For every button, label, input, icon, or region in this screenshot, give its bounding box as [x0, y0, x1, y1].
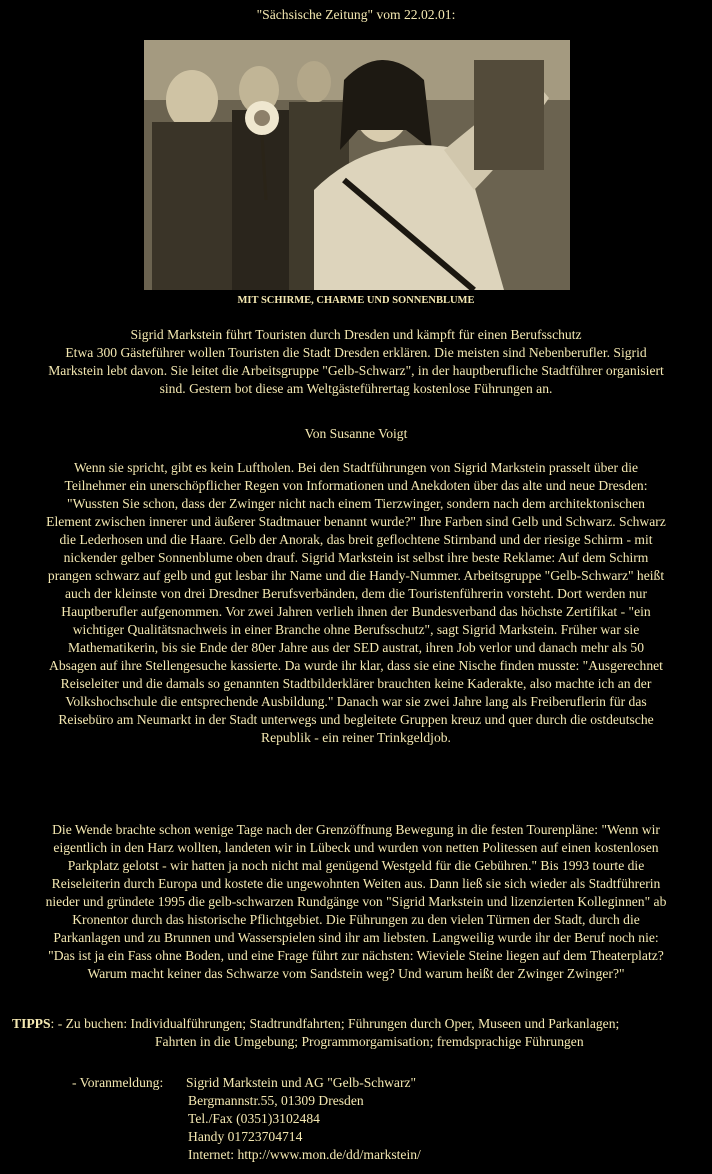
text-line: die Lederhosen und die Haare. Gelb der Anorak, das breit geflochtene Stirnband und der riesige Schirm - mit	[59, 532, 653, 547]
text-line: Mathematikerin, bis sie Ende der 80er Jahre aus der SED austrat, ihren Job verlor und danach mehr als 50	[67, 640, 645, 655]
lead-block	[0, 326, 712, 398]
lead-line: Markstein lebt davon. Sie leitet die Arbeitsgruppe "Gelb-Schwarz", in der hauptberufliche Stadtführer organisiert	[48, 363, 664, 378]
author-byline: Von Susanne Voigt	[304, 426, 408, 441]
text-line: "Wussten Sie schon, dass der Zwinger nicht nach einem Tierzwinger, sondern nach dem architektonischen	[67, 496, 645, 511]
text-line: eigentlich in den Harz wollten, landeten wir in Lübeck und wurden von netten Politessen auf einen kostenlosen	[53, 840, 659, 855]
text-line: Reisebüro am Neumarkt in der Stadt unterwegs und begleitete Gruppen kreuz und quer durch die ostdeutsche	[58, 712, 654, 727]
text-line: Volkshochschule die entsprechende Ausbildung." Danach war sie zwei Jahre lang als Freiberuflerin für das	[65, 694, 647, 709]
article-photo	[144, 40, 570, 290]
text-line: Republik - ein reiner Trinkgeldjob.	[261, 730, 451, 745]
text-line: Reiseleiterin durch Europa und kostete die ungewohnten Weiten aus. Dann ließ sie sich wieder als Stadtführerin	[51, 876, 661, 891]
tips-line-2: Fahrten in die Umgebung; Programmorgamisation; fremdsprachige Führungen	[155, 1034, 584, 1049]
text-line: Kronentor durch das historische Pflichtgebiet. Die Führungen zu den vielen Türmen der Stadt, durch die	[72, 912, 640, 927]
tips-section	[12, 1015, 702, 1051]
photo-caption: MIT SCHIRME, CHARME UND SONNENBLUME	[237, 295, 475, 306]
lead-subtitle: Sigrid Markstein führt Touristen durch Dresden und kämpft für einen Berufsschutz	[130, 327, 582, 342]
text-line: Element zwischen innerer und äußerer Stadtmauer benannt wurde?" Ihre Farben sind Gelb und Schwarz. Schwarz	[46, 514, 666, 529]
registration-mobile: Handy 01723704714	[188, 1129, 303, 1144]
registration-address: Bergmannstr.55, 01309 Dresden	[188, 1093, 364, 1108]
photo-illustration	[144, 40, 570, 290]
text-line: prangen schwarz auf gelb und gut lesbar ihr Name und die Handy-Nummer. Arbeitsgruppe "Gelb-Schwarz" heißt	[47, 568, 665, 583]
body-paragraph-2	[8, 821, 704, 983]
tips-label: TIPPS	[12, 1016, 51, 1031]
registration-label: - Voranmeldung:	[72, 1075, 164, 1090]
tips-line-1	[12, 1015, 702, 1033]
text-line: "Das ist ja ein Fass ohne Boden, und eine Frage führt zur nächsten: Wieviele Steine liegen auf dem Theaterplatz?	[48, 948, 664, 963]
text-line: Absagen auf ihre Stellengesuche kassierte. Da wurde ihr klar, dass sie eine Nische finden musste: "Ausgerechnet	[49, 658, 663, 673]
text-line: nickender gelber Sonnenblume oben drauf. Sigrid Markstein ist selbst ihre beste Reklame: Auf dem Schirm	[63, 550, 649, 565]
text-line: Parkplatz gelotst - wir hatten ja noch nicht mal genügend Westgeld für die Gebühren." Bis 1993 tourte die	[67, 858, 645, 873]
text-line: Wenn sie spricht, gibt es kein Luftholen. Bei den Stadtführungen von Sigrid Markstein prasselt über die	[73, 460, 639, 475]
text-line: Teilnehmer ein unerschöpflicher Regen von Informationen und Anekdoten über das alte und neue Dresden:	[64, 478, 648, 493]
text-line: nieder und gründete 1995 die gelb-schwarzen Rundgänge von "Sigrid Markstein und lizenzierten Kolleginnen" ab	[45, 894, 667, 909]
lead-line: sind. Gestern bot diese am Weltgästeführertag kostenlose Führungen an.	[159, 381, 553, 396]
lead-line: Etwa 300 Gästeführer wollen Touristen die Stadt Dresden erklären. Die meisten sind Nebenberufler. Sigrid	[65, 345, 647, 360]
registration-phone: Tel./Fax (0351)3102484	[188, 1111, 320, 1126]
text-line: Parkanlagen und zu Brunnen und Wasserspielen sind ihr am liebsten. Langweilig wurde ihr der Beruf noch nie:	[53, 930, 659, 945]
page-title: "Sächsische Zeitung" vom 22.02.01:	[256, 7, 456, 22]
text-line: Warum macht keiner das Schwarze vom Sandstein weg? Und warum heißt der Zwinger Zwinger?"	[87, 966, 625, 981]
tips-booking: : - Zu buchen: Individualführungen; Stadtrundfahrten; Führungen durch Oper, Museen und Parkanlagen;	[50, 1016, 620, 1031]
text-line: auch der kleinste von drei Dresdner Berufsverbänden, dem die Touristenführerin vorsteht. Dort werden nur	[64, 586, 647, 601]
registration-contact-name: Sigrid Markstein und AG "Gelb-Schwarz"	[186, 1075, 417, 1090]
text-line: Reiseleiter und die damals so genannten Stadtbilderklärer brauchten keine Kaderakte, also machte ich an der	[60, 676, 652, 691]
text-line: wichtiger Qualitätsnachweis in einer Branche ohne Berufsschutz", sagt Sigrid Markstein. Früher war sie	[72, 622, 640, 637]
registration-website: Internet: http://www.mon.de/dd/markstein/	[188, 1147, 421, 1162]
body-paragraph-1	[8, 459, 704, 747]
registration-block	[72, 1074, 421, 1164]
text-line: Hauptberufler aufgenommen. Vor zwei Jahren verlieh ihnen der Bundesverband das höchste Zertifikat - "ein	[61, 604, 651, 619]
text-line: Die Wende brachte schon wenige Tage nach der Grenzöffnung Bewegung in die festen Tourenpläne: "Wenn wir	[52, 822, 660, 837]
